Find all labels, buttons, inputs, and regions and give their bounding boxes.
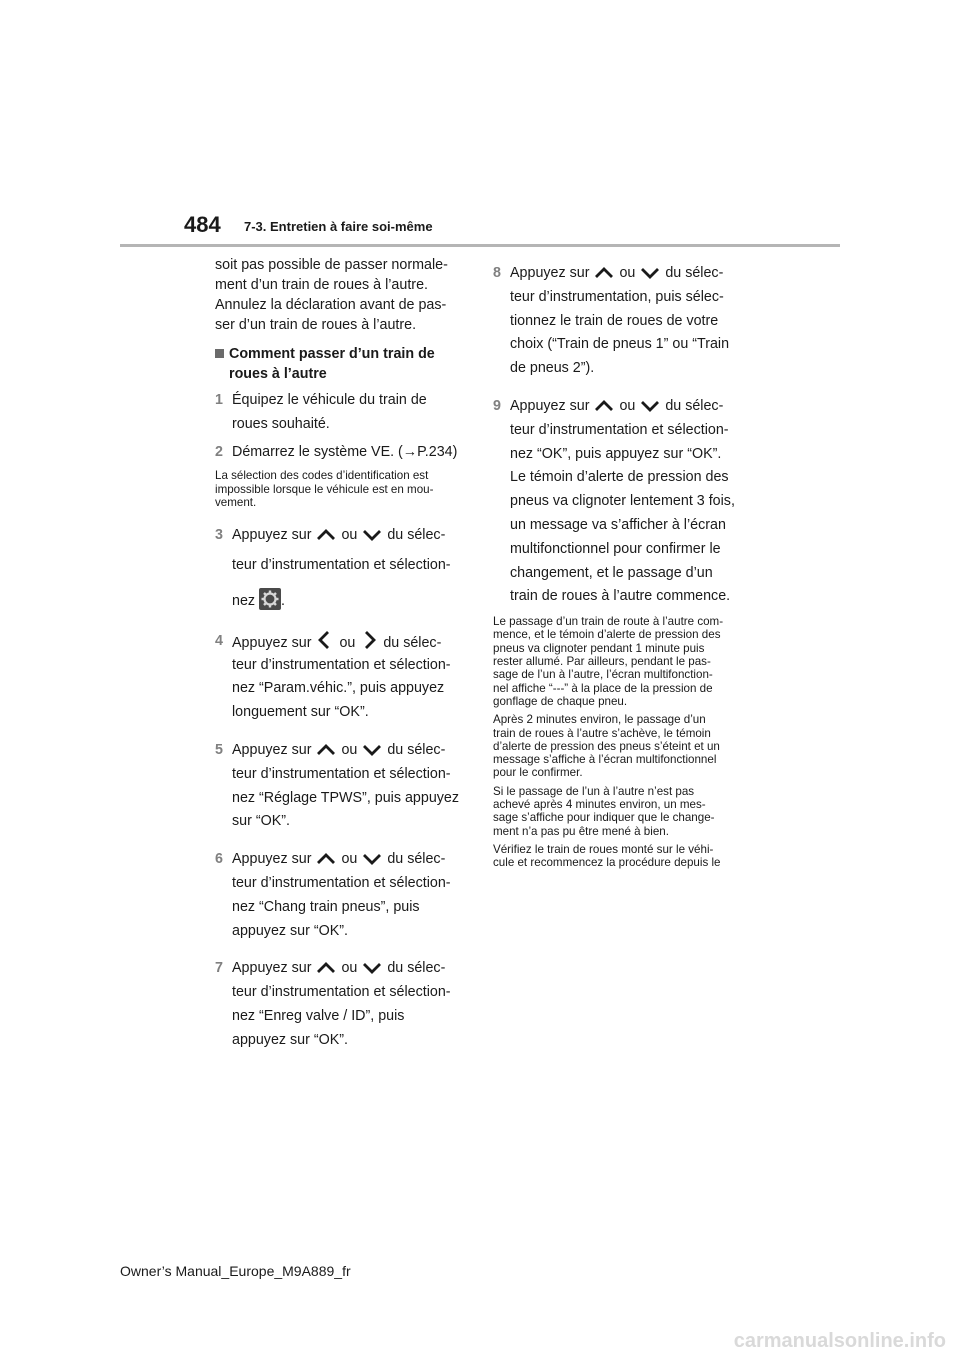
- step-number: 9: [493, 397, 501, 414]
- step-4: [215, 630, 455, 725]
- step-line: Le témoin d’alerte de pression des: [510, 469, 729, 486]
- note-line: Après 2 minutes environ, le passage d’un: [493, 713, 706, 727]
- chevron-down-icon: [361, 527, 383, 551]
- note-line: impossible lorsque le véhicule est en mou-: [215, 482, 434, 496]
- step-line: appuyez sur “OK”.: [232, 922, 349, 939]
- step-line: [510, 262, 733, 286]
- note-line: sage s’affiche pour indiquer que le change-: [493, 811, 715, 825]
- step-text: Appuyez sur: [232, 634, 312, 651]
- note-block: [493, 713, 733, 779]
- step-line: nez “Param.véhic.”, puis appuyez: [232, 680, 445, 697]
- intro-line: Annulez la déclaration avant de pas-: [215, 297, 447, 313]
- note-line: cule et recommencez la procédure depuis le: [493, 856, 721, 870]
- step-line: teur d’instrumentation et sélection-: [232, 875, 451, 892]
- step-text: ou: [619, 265, 636, 281]
- step-5: [215, 739, 460, 834]
- footer-text: Owner’s Manual_Europe_M9A889_fr: [120, 1263, 351, 1279]
- step-line: [232, 739, 455, 763]
- step-line: tionnez le train de roues de votre: [510, 312, 719, 329]
- note-line: Le passage d’un train de route à l’autre com-: [493, 615, 724, 629]
- note-line: pour le confirmer.: [493, 766, 583, 780]
- step-text: ou: [341, 527, 358, 544]
- step-text: Appuyez sur: [232, 527, 312, 544]
- step-line: [232, 957, 455, 981]
- step-line: [232, 586, 455, 616]
- step-line: train de roues à l’autre commence.: [510, 588, 731, 605]
- step-number: 6: [215, 851, 223, 868]
- step-number: 3: [215, 527, 223, 544]
- note-line: mence, et le témoin d’alerte de pression des: [493, 628, 721, 642]
- note-line: achevé après 4 minutes environ, un mes-: [493, 798, 706, 812]
- note-line: vement.: [215, 495, 257, 509]
- heading-line: roues à l’autre: [229, 366, 327, 382]
- step-line: teur d’instrumentation et sélection-: [510, 421, 729, 438]
- note-line: message s’affiche à l’écran multifonctionnel: [493, 753, 717, 767]
- step-text: ou: [619, 397, 636, 414]
- step-line: [232, 848, 455, 872]
- step-text: ou: [341, 851, 358, 868]
- step-line: Démarrez le système VE. (→P.234): [232, 443, 458, 460]
- step-number: 5: [215, 742, 223, 759]
- step-line: Équipez le véhicule du train de: [232, 392, 427, 408]
- note-block: [493, 843, 733, 870]
- section-title: 7-3. Entretien à faire soi-même: [244, 219, 433, 234]
- step-line: longuement sur “OK”.: [232, 704, 369, 721]
- bullet-square-icon: [215, 349, 224, 358]
- note-line: nel affiche “---” à la place de la pression de: [493, 681, 713, 695]
- step-line: teur d’instrumentation et sélection-: [232, 557, 451, 574]
- header-divider: [120, 244, 840, 247]
- step-8: [493, 262, 733, 381]
- step-line: changement, et le passage d’un: [510, 564, 713, 581]
- intro-line: ment d’un train de roues à l’autre.: [215, 277, 428, 293]
- step-text: du sélec-: [665, 265, 724, 281]
- step-number: 4: [215, 632, 223, 649]
- step-line: multifonctionnel pour confirmer le: [510, 540, 721, 557]
- heading-line: Comment passer d’un train de: [229, 346, 435, 362]
- note-line: pneus va clignoter pendant 1 minute puis: [493, 641, 705, 655]
- step-text: ou: [339, 634, 356, 651]
- step-line: teur d’instrumentation et sélection-: [232, 765, 451, 782]
- note-block: [493, 615, 733, 708]
- step-line: choix (“Train de pneus 1” ou “Train: [510, 336, 730, 353]
- step-text: Appuyez sur: [510, 265, 590, 281]
- step-text: du sélec-: [665, 397, 724, 414]
- step-line: roues souhaité.: [232, 415, 330, 432]
- step-line: teur d’instrumentation et sélection-: [232, 656, 451, 673]
- note-line: gonflage de chaque pneu.: [493, 694, 628, 708]
- chevron-up-icon: [315, 527, 337, 551]
- step-number: 7: [215, 960, 223, 977]
- intro-line: soit pas possible de passer normale-: [215, 257, 448, 273]
- step-text: du sélec-: [387, 960, 446, 977]
- step-line: [232, 630, 455, 654]
- step-number: 1: [215, 392, 223, 408]
- step-text: .: [281, 592, 286, 609]
- left-column: [215, 255, 460, 1053]
- step-1: [215, 389, 455, 437]
- step-text: du sélec-: [387, 742, 446, 759]
- step-text: ou: [341, 960, 358, 977]
- page-number: 484: [184, 212, 221, 237]
- step-text: nez: [232, 592, 256, 609]
- step-text: du sélec-: [387, 851, 446, 868]
- step-line: un message va s’afficher à l’écran: [510, 516, 726, 533]
- note-line: Vérifiez le train de roues monté sur le véhi-: [493, 842, 714, 856]
- step-number: 8: [493, 265, 501, 281]
- note-line: La sélection des codes d’identification est: [215, 469, 429, 483]
- step-line: teur d’instrumentation, puis sélec-: [510, 288, 724, 305]
- step-text: ou: [341, 742, 358, 759]
- note-line: sage de l’un à l’autre, l’écran multifonction-: [493, 668, 713, 682]
- intro-line: ser d’un train de roues à l’autre.: [215, 317, 417, 333]
- note-line: train de roues à l’autre s’achève, le témoin: [493, 726, 711, 740]
- step-text: Appuyez sur: [232, 960, 312, 977]
- step-2: [215, 441, 458, 465]
- right-column: [493, 262, 733, 870]
- step-line: pneus va clignoter lentement 3 fois,: [510, 493, 735, 510]
- step-9: [493, 395, 733, 609]
- note-block: [215, 469, 455, 509]
- step-line: [232, 524, 455, 548]
- step-text: du sélec-: [383, 634, 442, 651]
- step-line: de pneus 2”).: [510, 360, 595, 377]
- step-6: [215, 848, 455, 943]
- step-text: Appuyez sur: [232, 851, 312, 868]
- settings-gear-icon: [259, 588, 281, 610]
- step-line: sur “OK”.: [232, 813, 290, 830]
- note-line: Si le passage de l’un à l’autre n’est pas: [493, 784, 695, 798]
- step-text: Appuyez sur: [232, 742, 312, 759]
- note-line: d’alerte de pression des pneus s’éteint et un: [493, 739, 720, 753]
- step-3: [215, 524, 455, 616]
- step-line: [510, 395, 733, 419]
- step-text: du sélec-: [387, 527, 446, 544]
- step-line: nez “OK”, puis appuyez sur “OK”.: [510, 445, 722, 462]
- step-number: 2: [215, 443, 223, 460]
- section-heading: [215, 344, 455, 384]
- note-block: [493, 785, 733, 838]
- note-line: rester allumé. Par ailleurs, pendant le pas-: [493, 655, 711, 669]
- step-line: nez “Chang train pneus”, puis: [232, 898, 420, 915]
- step-line: nez “Réglage TPWS”, puis appuyez: [232, 789, 460, 806]
- watermark: carmanualsonline.info: [733, 1330, 946, 1352]
- note-line: ment n’a pas pu être mené à bien.: [493, 824, 669, 838]
- step-line: teur d’instrumentation et sélection-: [232, 984, 451, 1001]
- step-line: appuyez sur “OK”.: [232, 1031, 349, 1048]
- step-line: nez “Enreg valve / ID”, puis: [232, 1008, 405, 1025]
- step-text: Appuyez sur: [510, 397, 590, 414]
- step-7: [215, 957, 455, 1052]
